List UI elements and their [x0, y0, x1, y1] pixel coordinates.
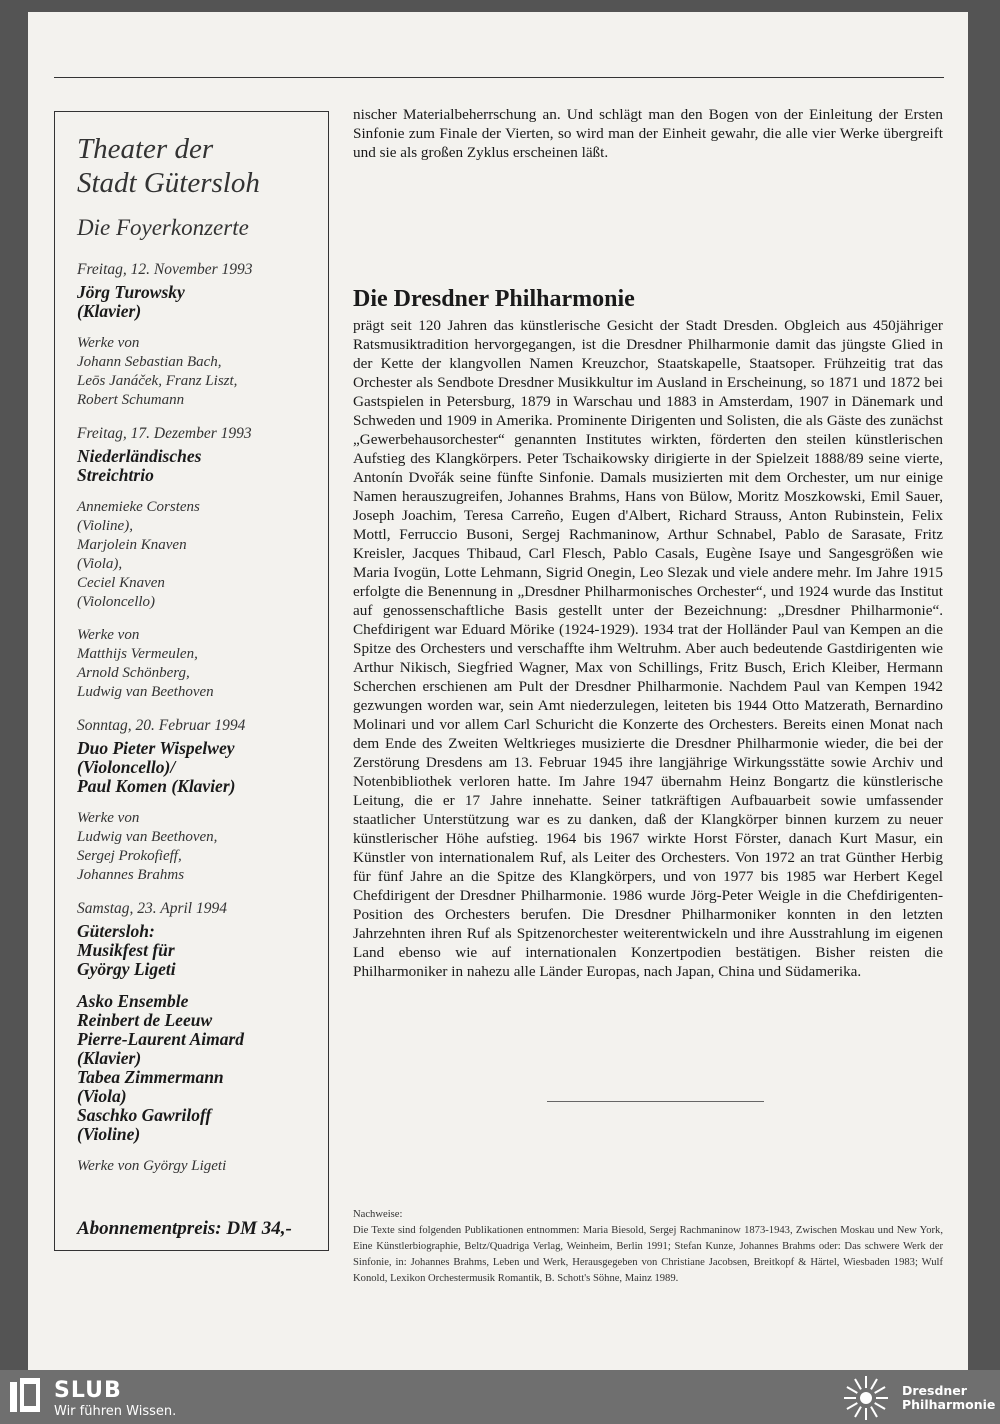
event-4 [77, 899, 318, 1176]
event-performer: Gütersloh: Musikfest für György Ligeti [77, 921, 176, 979]
event-ensemble: Asko Ensemble Reinbert de Leeuw Pierre-Laurent Aimard (Klavier) Tabea Zimmermann (Viola) Saschko Gawriloff (Violine) [77, 991, 245, 1144]
event-performer: Duo Pieter Wispelwey (Violoncello)/ Paul Komen (Klavier) [77, 738, 236, 796]
event-musicians: Annemieke Corstens (Violine), Marjolein Knaven (Viola), Ceciel Knaven (Violoncello) [77, 499, 200, 610]
event-date: Freitag, 12. November 1993 [77, 261, 253, 278]
slub-logo-icon [10, 1378, 40, 1412]
viewer-footer [0, 1370, 1000, 1424]
references-label: Nachweise: [353, 1209, 403, 1220]
references-text: Die Texte sind folgenden Publikationen entnommen: Maria Biesold, Sergej Rachmaninow 1873-1943, Zwischen Moskau und New York, Eine Künstlerbiographie, Beltz/Quadriga Verlag, Weinheim, Berlin 1991; Stefan Kunze, Johannes Brahms oder: Das schwere Werk der Sinfonie, in: Johannes Brahms, Leben und Werk, Herausgegeben von Christiane Jacobsen, Breitkopf & Härtel, Wiesbaden 1983; Wulf Konold, Lexikon Orchestermusik Romantik, B. Schott's Söhne, Mainz 1989. [353, 1225, 943, 1284]
theater-title: Theater der Stadt Gütersloh [77, 133, 260, 199]
slub-tagline: Wir führen Wissen. [54, 1404, 177, 1419]
document-page [28, 12, 968, 1370]
concert-sidebar [54, 111, 329, 1251]
intro-paragraph [353, 105, 943, 162]
event-performer: Niederländisches Streichtrio [77, 446, 202, 485]
references [353, 1207, 943, 1287]
event-1 [77, 260, 318, 410]
philharmonie-logo-icon [842, 1374, 890, 1422]
top-rule [54, 77, 944, 78]
series-subtitle: Die Foyerkonzerte [77, 215, 249, 240]
article-text: prägt seit 120 Jahren das künstlerische Gesicht der Stadt Dresden. Obgleich aus 450jähriger Ratsmusiktradition hervorgegangen, ist die Dresdner Philharmonie damit das jüngste Glied in der Kette der klangvollen Namen Kreuzchor, Staatskapelle, Staatsoper. Frühzeitig trat das Orchester als Sendbote Dresdner Musikkultur im Ausland in Erscheinung, so 1871 und 1872 bei Gastspielen in Petersburg, 1879 in Warschau und 1883 in Amsterdam, 1907 in Dänemark und Schweden und 1909 in Amerika. Prominente Dirigenten und Solisten, die als Gäste des zunächst „Gewerbehausorchester“ genannten Institutes wirkten, förderten den steilen künstlerischen Aufstieg des Klangkörpers. Peter Tschaikowsky dirigierte in der Spielzeit 1888/89 seine vierte, Antonín Dvořák seine fünfte Sinfonie. Damals musizierten mit dem Orchester, um nur einige Namen herauszugreifen, Johannes Brahms, Hans von Bülow, Moritz Moszkowski, Emil Sauer, Joseph Joachim, Teresa Carreño, Eugen d'Albert, Richard Strauss, Anton Rubinstein, Felix Mottl, Ferruccio Busoni, Sergej Rachmaninow, Arthur Schnabel, Pablo de Sarasate, Fritz Kreisler, Jacques Thibaud, Carl Flesch, Pablo Casals, Eugène Isaye und Sangesgrößen wie Maria Ivogün, Lotte Lehmann, Sigrid Onegin, Leo Slezak und viele andere mehr. Im Jahre 1915 erfolgte die Benennung in „Dresdner Philharmonisches Orchester“, und 1924 wurde das Institut auf genossenschaftliche Basis gestellt unter der Bezeichnung: „Dresdner Philharmonie“. Chefdirigent war Eduard Mörike (1924-1929). 1934 trat der Holländer Paul van Kempen an die Spitze des Orchesters und verschaffte ihm Weltruhm. Aber auch bedeutende Gastdirigenten wie Arthur Nikisch, Siegfried Wagner, Max von Schillings, Fritz Busch, Erich Kleiber, Hermann Scherchen erschienen am Pult der Dresdner Philharmonie. Nachdem Paul van Kempen 1942 gezwungen worden war, sein Amt niederzulegen, leiteten bis 1944 Otto Matzerath, Bernardino Molinari und vor allem Carl Schuricht die Konzerte des Orchesters. Bereits einen Monat nach dem Ende des Zweiten Weltkrieges musizierte die Dresdner Philharmonie wieder, die bei der Zerstörung Dresdens am 13. Februar 1945 ihre langjährige Wirkungsstätte sowie Archiv und Notenbibliothek verloren hatte. Im Jahre 1947 übernahm Heinz Bongartz die künstlerische Leitung, die er 17 Jahre innehatte. Seiner tatkräftigen Aufbauarbeit sowie umfassender staatlicher Unterstützung war es zu danken, daß der Klangkörper binnen kurzem zu neuer künstlerischer Höhe aufstieg. 1964 bis 1967 wirkte Horst Förster, danach Kurt Masur, ein Künstler von internationalem Ruf, als Leiter des Orchesters. Von 1972 an trat Günther Herbig für fünf Jahre an die Spitze des Klangkörpers, und von 1977 bis 1985 war Herbert Kegel Chefdirigent der Dresdner Philharmonie. 1986 wurde Jörg-Peter Weigle in die Chefdirigenten-Position des Orchesters berufen. Die Dresdner Philharmoniker konnten in den letzten Jahrzehnten ihren Ruf als Spitzenorchester weiterentwickeln und ihre Ausstrahlung im eigenen Land ebenso wie auf internationalen Konzertpodien bestätigen. Bisher reisten die Philharmoniker in nahezu alle Länder Europas, nach Japan, China und Südamerika. [353, 317, 943, 981]
event-works: Werke von György Ligeti [77, 1158, 227, 1174]
philharmonie-name: Dresdner Philharmonie [902, 1383, 996, 1412]
event-date: Freitag, 17. Dezember 1993 [77, 425, 252, 442]
event-works: Werke von Ludwig van Beethoven, Sergej Prokofieff, Johannes Brahms [77, 810, 218, 883]
event-date: Sonntag, 20. Februar 1994 [77, 717, 246, 734]
section-heading: Die Dresdner Philharmonie [353, 285, 635, 312]
slub-name: SLUB [54, 1378, 122, 1403]
intro-text: nischer Materialbeherrschung an. Und schlägt man den Bogen von der Einleitung der Ersten Sinfonie zum Finale der Vierten, so wird man der Einheit gewahr, die alle vier Werke übergreift und sie als großen Zyklus erscheinen läßt. [353, 106, 943, 161]
event-works: Werke von Johann Sebastian Bach, Leōs Janáček, Franz Liszt, Robert Schumann [77, 335, 238, 408]
event-works: Werke von Matthijs Vermeulen, Arnold Schönberg, Ludwig van Beethoven [77, 627, 214, 700]
section-divider [547, 1101, 764, 1102]
event-2 [77, 424, 318, 702]
event-date: Samstag, 23. April 1994 [77, 900, 227, 917]
event-3 [77, 716, 318, 885]
subscription-price: Abonnementpreis: DM 34,- [77, 1218, 292, 1239]
event-performer: Jörg Turowsky (Klavier) [77, 282, 185, 321]
article-body [353, 301, 943, 996]
